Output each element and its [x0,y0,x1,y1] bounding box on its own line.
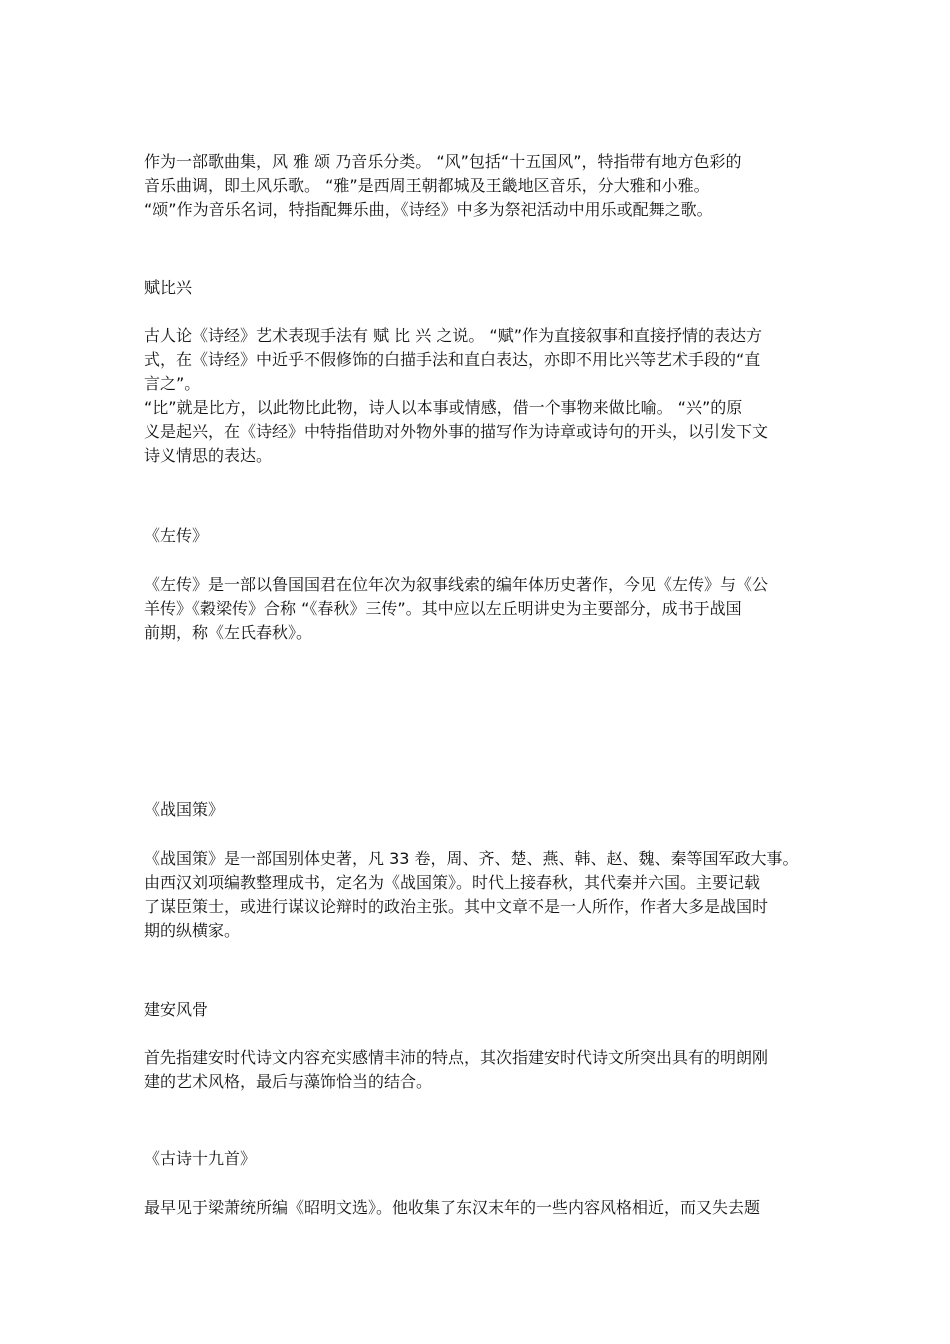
text-line: 首先指建安时代诗文内容充实感情丰沛的特点，其次指建安时代诗文所突出具有的明朗刚 [144,1048,769,1067]
text-line: 最早见于梁萧统所编《昭明文选》。他收集了东汉末年的一些内容风格相近，而又失去题 [144,1198,761,1217]
heading-zuozhuan: 《左传》 [144,526,209,545]
text-line: 言之”。 [144,374,201,393]
text-line: 期的纵横家。 [144,921,241,940]
text-line: 了谋臣策士，或进行谋议论辩时的政治主张。其中文章不是一人所作，作者大多是战国时 [144,897,769,916]
text-line: 羊传》《穀梁传》合称 “《春秋》三传”。其中应以左丘明讲史为主要部分，成书于战国 [144,599,742,618]
text-line: 《战国策》是一部国别体史著，凡 33 卷，周、齐、楚、燕、韩、赵、魏、秦等国军政大事。 [144,849,799,868]
text-line: 诗义情思的表达。 [144,446,273,465]
paragraph-intro [144,150,812,222]
text-line: 《左传》是一部以鲁国国君在位年次为叙事线索的编年体历史著作，今见《左传》与《公 [144,575,769,594]
heading-zhanguoce: 《战国策》 [144,800,225,819]
text-line: 式，在《诗经》中近乎不假修饰的白描手法和直白表达，亦即不用比兴等艺术手段的“直 [144,350,761,369]
paragraph-fubixing [144,324,812,468]
paragraph-gushi [144,1196,812,1220]
heading-jianan: 建安风骨 [144,1000,209,1019]
paragraph-zhanguoce [144,847,812,943]
text-line: “颂”作为音乐名词，特指配舞乐曲，《诗经》中多为祭祀活动中用乐或配舞之歌。 [144,200,713,219]
heading-fubixing: 赋比兴 [144,278,193,297]
text-line: “比”就是比方，以此物比此物，诗人以本事或情感，借一个事物来做比喻。 “兴”的原 [144,398,743,417]
text-line: 义是起兴，在《诗经》中特指借助对外物外事的描写作为诗章或诗句的开头，以引发下文 [144,422,769,441]
text-line: 前期，称《左氏春秋》。 [144,623,313,642]
paragraph-zuozhuan [144,573,812,645]
text-line: 作为一部歌曲集，风 雅 颂 乃音乐分类。 “风”包括“十五国风”，特指带有地方色彩的 [144,152,742,171]
text-line: 建的艺术风格，最后与藻饰恰当的结合。 [144,1072,433,1091]
text-line: 古人论《诗经》艺术表现手法有 赋 比 兴 之说。 “赋”作为直接叙事和直接抒情的表达方 [144,326,763,345]
text-line: 音乐曲调，即土风乐歌。 “雅”是西周王朝都城及王畿地区音乐，分大雅和小雅。 [144,176,710,195]
paragraph-jianan [144,1046,812,1094]
heading-gushi: 《古诗十九首》 [144,1149,257,1168]
text-line: 由西汉刘项编教整理成书，定名为《战国策》。时代上接春秋，其代秦并六国。主要记载 [144,873,761,892]
